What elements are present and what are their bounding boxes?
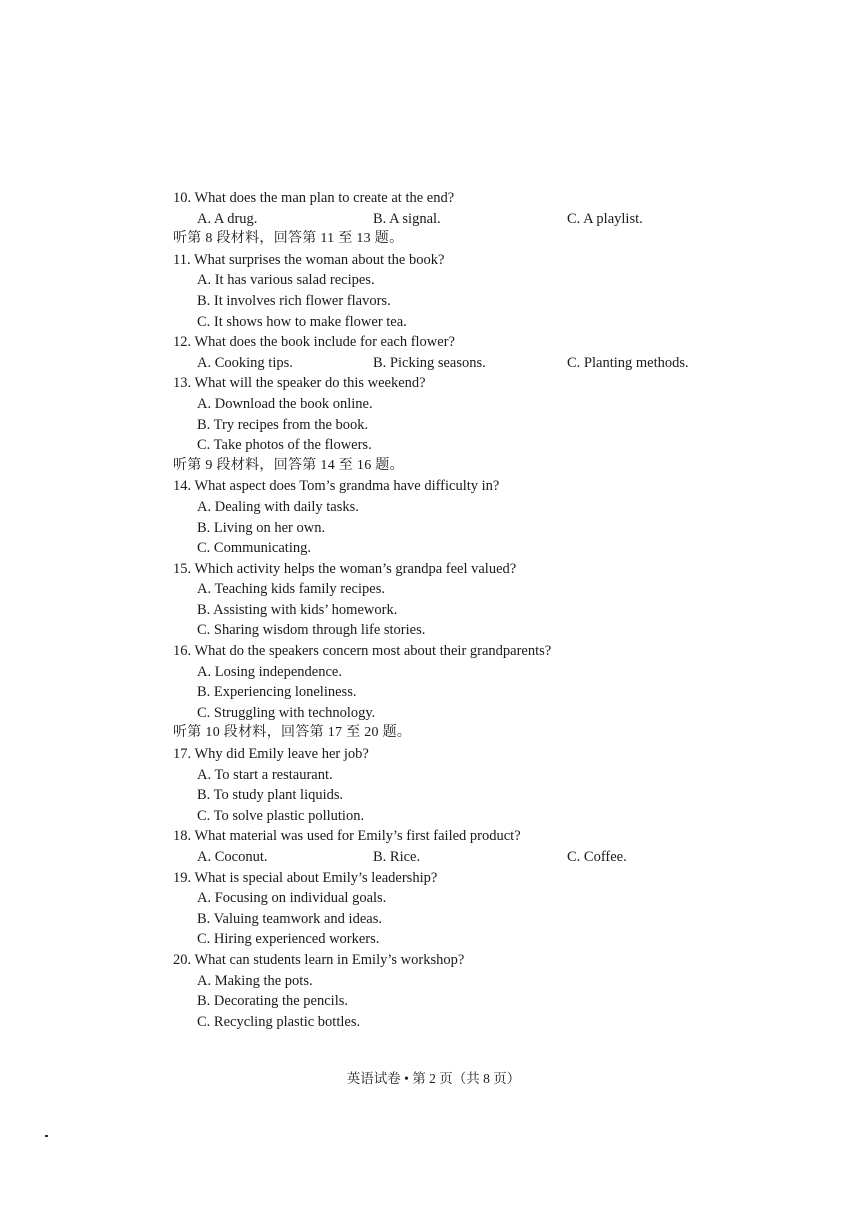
answer-option: C. It shows how to make flower tea. <box>197 313 407 330</box>
section-instruction: 听第 10 段材料，回答第 17 至 20 题。 <box>173 725 412 741</box>
option-b: B. A signal. <box>373 210 441 227</box>
question-stem: 20. What can students learn in Emily’s workshop? <box>173 951 465 968</box>
option-a: A. A drug. <box>197 210 258 227</box>
question-stem: 16. What do the speakers concern most about their grandparents? <box>173 643 552 660</box>
question-stem: 14. What aspect does Tom’s grandma have difficulty in? <box>173 478 500 495</box>
answer-option: B. It involves rich flower flavors. <box>197 292 391 309</box>
scan-speck <box>45 1135 48 1137</box>
answer-option: A. Making the pots. <box>197 972 313 989</box>
answer-option: B. Assisting with kids’ homework. <box>197 601 398 618</box>
answer-option: C. Struggling with technology. <box>197 704 376 721</box>
section-instruction: 听第 8 段材料，回答第 11 至 13 题。 <box>173 231 404 247</box>
answer-option: C. Recycling plastic bottles. <box>197 1013 361 1030</box>
question-stem: 11. What surprises the woman about the book? <box>173 251 445 268</box>
section-instruction: 听第 9 段材料，回答第 14 至 16 题。 <box>173 457 404 473</box>
question-stem: 19. What is special about Emily’s leadership? <box>173 869 438 886</box>
answer-option: A. To start a restaurant. <box>197 766 333 783</box>
answer-option: A. Losing independence. <box>197 663 342 680</box>
option-a: A. Cooking tips. <box>197 354 293 371</box>
option-a: A. Coconut. <box>197 849 268 865</box>
answer-option: C. Communicating. <box>197 540 311 557</box>
answer-option: B. Try recipes from the book. <box>197 416 369 433</box>
answer-option: A. It has various salad recipes. <box>197 272 375 289</box>
question-stem: 10. What does the man plan to create at the end? <box>173 190 455 206</box>
page-footer: 英语试卷 • 第 2 页（共 8 页） <box>346 1071 521 1086</box>
option-c: C. A playlist. <box>567 210 643 227</box>
option-row <box>173 353 733 374</box>
answer-option: A. Teaching kids family recipes. <box>197 581 385 598</box>
answer-option: C. To solve plastic pollution. <box>197 807 365 824</box>
answer-option: C. Take photos of the flowers. <box>197 437 372 454</box>
answer-option: B. Decorating the pencils. <box>197 993 348 1010</box>
option-row <box>173 847 733 868</box>
question-stem: 18. What material was used for Emily’s first failed product? <box>173 828 521 845</box>
question-list <box>173 188 733 1032</box>
answer-option: A. Download the book online. <box>197 395 373 412</box>
answer-option: C. Sharing wisdom through life stories. <box>197 622 426 639</box>
option-b: B. Picking seasons. <box>373 354 486 371</box>
answer-option: C. Hiring experienced workers. <box>197 931 380 948</box>
option-c: C. Coffee. <box>567 849 627 865</box>
answer-option: B. Valuing teamwork and ideas. <box>197 910 382 927</box>
question-stem: 15. Which activity helps the woman’s grandpa feel valued? <box>173 560 517 577</box>
answer-option: B. Living on her own. <box>197 519 326 536</box>
question-stem: 13. What will the speaker do this weekend? <box>173 375 426 392</box>
question-stem: 12. What does the book include for each flower? <box>173 334 455 351</box>
answer-option: A. Focusing on individual goals. <box>197 890 387 907</box>
option-row <box>173 209 733 230</box>
answer-option: B. Experiencing loneliness. <box>197 684 357 701</box>
answer-option: A. Dealing with daily tasks. <box>197 498 359 515</box>
option-b: B. Rice. <box>373 849 421 865</box>
question-stem: 17. Why did Emily leave her job? <box>173 746 369 763</box>
option-c: C. Planting methods. <box>567 354 689 371</box>
answer-option: B. To study plant liquids. <box>197 787 344 804</box>
